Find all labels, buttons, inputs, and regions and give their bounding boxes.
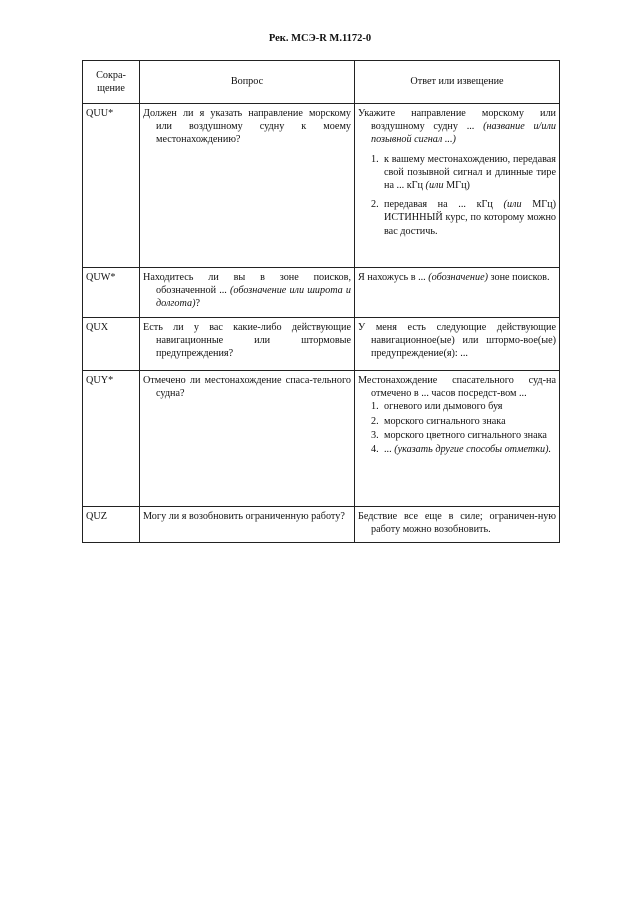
table-header-row	[83, 61, 560, 104]
table-row	[83, 104, 560, 268]
list-item: 3. морского цветного сигнального знака	[371, 429, 547, 441]
column-header-abbreviation: Сокра- щение	[83, 61, 140, 104]
row-answer: У меня есть следующие действующие навигационное(ые) или штормо-вое(ые) предупреждение(я): ...	[355, 318, 560, 371]
table-row	[83, 318, 560, 371]
row-code: QUW*	[83, 268, 140, 318]
column-header-question: Вопрос	[140, 61, 355, 104]
q-code-table	[82, 60, 560, 543]
row-answer: Местонахождение спасательного суд-на отмечено в ... часов посредст-вом ... 1. огневого или дымового буя 2. морского сигнального знака 3. морского цветного сигнального знака 4. ... (указать другие способы отметки).	[355, 371, 560, 507]
row-question: Находитесь ли вы в зоне поисков, обозначенной ... (обозначение или широта и долгота)?	[140, 268, 355, 318]
list-item: 4. ... (указать другие способы отметки).	[371, 444, 552, 456]
list-item: 1. к вашему местонахождению, передавая свой позывной сигнал и длинные тире на ... кГц (или МГц)	[371, 153, 556, 192]
row-question: Должен ли я указать направление морскому или воздушному судну к моему местонахождению?	[140, 104, 355, 268]
page-header: Рек. МСЭ-R M.1172-0	[268, 33, 372, 44]
row-answer: Укажите направление морскому или воздушному судну ... (название и/или позывной сигнал ...) 1. к вашему местонахождению, передавая свой позывной сигнал и длинные тире на ... кГц (или МГц) 2. передавая на ... кГц (или МГц) ИСТИННЫЙ курс, по которому можно вас достичь.	[355, 104, 560, 268]
row-answer: Бедствие все еще в силе; ограничен-ную работу можно возобновить.	[355, 507, 560, 543]
row-code: QUZ	[83, 507, 140, 543]
list-item: 2. морского сигнального знака	[371, 415, 506, 427]
row-code: QUU*	[83, 104, 140, 268]
row-question: Могу ли я возобновить ограниченную работу?	[140, 507, 355, 543]
row-code: QUX	[83, 318, 140, 371]
row-question: Отмечено ли местонахождение спаса-тельного судна?	[140, 371, 355, 507]
column-header-answer: Ответ или извещение	[355, 61, 560, 104]
list-item: 2. передавая на ... кГц (или МГц) ИСТИННЫЙ курс, по которому можно вас достичь.	[371, 199, 557, 237]
table-row	[83, 371, 560, 507]
row-answer: Я нахожусь в ... (обозначение) зоне поисков.	[355, 268, 560, 318]
table-row	[83, 507, 560, 543]
table-row	[83, 268, 560, 318]
row-code: QUY*	[83, 371, 140, 507]
row-question: Есть ли у вас какие-либо действующие навигационные или штормовые предупреждения?	[140, 318, 355, 371]
list-item: 1. огневого или дымового буя	[371, 401, 503, 413]
